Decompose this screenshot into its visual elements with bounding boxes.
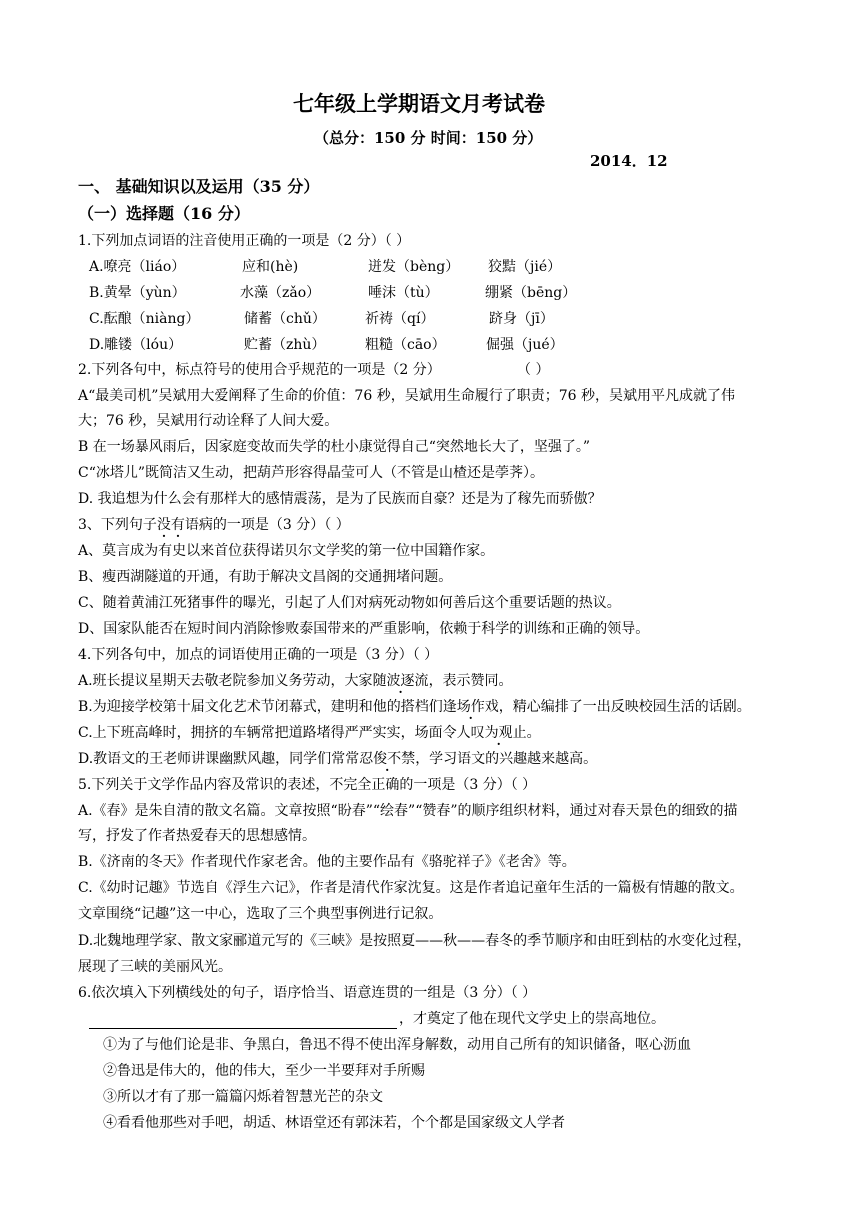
q4-opt-c-pre: C.上下班高峰时，拥挤的车辆常把道路堵得严严实实，场面令人 (78, 725, 471, 741)
q2-opt-d: D. 我追想为什么会有那样大的感情震荡，是为了民族而自豪？还是为了稼先而骄傲？ (78, 491, 602, 507)
q6-sentence-1: ①为了与他们论是非、争黑白，鲁迅不得不使出浑身解数，动用自己所有的知识储备，呕心沥血 (103, 1037, 691, 1053)
exam-date: 2014．12 (590, 152, 668, 170)
q4-opt-d-pre: D.教语文的王老师讲课幽默风趣，同学们常常 (78, 751, 360, 767)
q3-stem (78, 515, 350, 535)
q1-opt-d3: 粗糙（cāo） (365, 337, 446, 353)
q1-opt-c3: 祈祷（qí） (365, 311, 435, 327)
q3-stem-post: 语病的一项是（3 分）（ ） (184, 517, 350, 533)
q1-opt-a3: 迸发（bèng） (368, 259, 460, 275)
q4-opt-a-post: ，表示赞同。 (428, 673, 513, 689)
q1-opt-c1: C.酝酿（niàng） (89, 311, 200, 327)
q4-opt-b-post: ，精心编排了一出反映校园生活的话剧。 (498, 699, 751, 715)
q1-opt-b2: 水藻（zǎo） (240, 285, 321, 301)
q3-stem-pre: 3、下列句子 (78, 517, 157, 533)
q4-opt-b (78, 697, 751, 717)
q6-sentence-3: ③所以才有了那一篇篇闪烁着智慧光芒的杂文 (103, 1089, 383, 1105)
q1-opt-d4: 倔强（jué） (486, 337, 564, 353)
q4-opt-a (78, 671, 513, 691)
q2-opt-a-line2: 大；76 秒，吴斌用行动诠释了人间大爱。 (78, 413, 339, 429)
exam-subtitle: （总分：150 分 时间：150 分） (314, 129, 543, 147)
q4-opt-d-post: ，学习语文的兴趣越来越高。 (415, 751, 598, 767)
q6-stem: 6.依次填入下列横线处的句子，语序恰当、语意连贯的一组是（3 分）（ ） (78, 985, 537, 1001)
q4-opt-c-post: 。 (526, 725, 541, 741)
q2-opt-a-line1: A“最美司机”吴斌用大爱阐释了生命的价值：76 秒，吴斌用生命履行了职责；76 秒，吴斌用平凡成就了伟 (78, 388, 735, 404)
q6-sentence-4: ④看看他那些对手吧，胡适、林语堂还有郭沫若，个个都是国家级文人学者 (103, 1115, 565, 1131)
q6-answer-blank[interactable] (89, 1014, 397, 1029)
q5-opt-b: B.《济南的冬天》作者现代作家老舍。他的主要作品有《骆驼祥子》《老舍》等。 (78, 854, 576, 870)
q4-opt-d-term: 忍俊不禁 (359, 751, 416, 767)
q3-opt-d: D、国家队能否在短时间内消除惨败泰国带来的严重影响，依赖于科学的训练和正确的领导。 (78, 621, 650, 637)
q2-opt-c: C“冰塔儿”既简洁又生动，把葫芦形容得晶莹可人（不管是山楂还是荸荠）。 (78, 465, 545, 481)
q6-sentence-2: ②鲁迅是伟大的，他的伟大，至少一半要拜对手所赐 (103, 1063, 425, 1079)
q5-opt-c-line1: C.《幼时记趣》节选自《浮生六记》，作者是清代作家沈复。这是作者追记童年生活的一篇极有情趣的散文。 (78, 880, 744, 896)
q1-opt-d1: D.雕镂（lóu） (89, 337, 183, 353)
q4-stem: 4.下列各句中，加点的词语使用正确的一项是（3 分）（ ） (78, 647, 439, 663)
q4-opt-d (78, 749, 597, 769)
q1-opt-a1: A.嘹亮（liáo） (89, 259, 186, 275)
q6-fill-line (89, 1009, 665, 1029)
q1-opt-a4: 狡黠（jié） (488, 259, 562, 275)
q6-blank-tail: ，才奠定了他在现代文学史上的崇高地位。 (399, 1011, 665, 1027)
q5-opt-a-line1: A.《春》是朱自清的散文名篇。文章按照“盼春”“绘春”“赞春”的顺序组织材料，通过对春天景色的细致的描 (78, 803, 738, 819)
q4-opt-c (78, 723, 541, 743)
q1-opt-d2: 贮蓄（zhù） (244, 337, 326, 353)
q3-opt-a: A、莫言成为有史以来首位获得诺贝尔文学奖的第一位中国籍作家。 (78, 543, 495, 559)
q4-opt-a-term: 随波逐流 (372, 673, 429, 689)
q2-stem: 2.下列各句中，标点符号的使用合乎规范的一项是（2 分） (78, 362, 441, 378)
q5-opt-a-line2: 写，抒发了作者热爱春天的思想感情。 (78, 828, 316, 844)
q4-opt-b-pre: B.为迎接学校第十届文化艺术节闭幕式，建明和他的搭档们 (78, 699, 443, 715)
q5-stem: 5.下列关于文学作品内容及常识的表述，不完全正确的一项是（3 分）（ ） (78, 777, 537, 793)
q3-dotted-char-2: 有 (170, 517, 185, 533)
q3-opt-b: B、瘦西湖隧道的开通，有助于解决文昌阁的交通拥堵问题。 (78, 569, 453, 585)
q5-opt-c-line2: 文章围绕“记趣”这一中心，选取了三个典型事例进行记叙。 (78, 906, 443, 922)
q2-opt-b: B 在一场暴风雨后，因家庭变故而失学的杜小康觉得自己“突然地长大了，坚强了。” (78, 439, 591, 455)
q1-opt-a2: 应和(hè) (242, 259, 299, 275)
q1-stem: 1.下列加点词语的注音使用正确的一项是（2 分）（ ） (78, 233, 411, 249)
q1-opt-b4: 绷紧（bēng） (485, 285, 577, 301)
q4-opt-b-term: 逢场作戏 (442, 699, 499, 715)
q1-opt-c2: 储蓄（chǔ） (244, 311, 326, 327)
q5-opt-d-line1: D.北魏地理学家、散文家郦道元写的《三峡》是按照夏——秋——春冬的季节顺序和由旺到枯的水变化过程， (78, 933, 752, 949)
q1-opt-b3: 唾沫（tù） (368, 285, 439, 301)
q4-opt-c-term: 叹为观止 (470, 725, 527, 741)
q3-opt-c: C、随着黄浦江死猪事件的曝光，引起了人们对病死动物如何善后这个重要话题的热议。 (78, 595, 621, 611)
section-heading: 一、 基础知识以及运用（35 分） (78, 177, 320, 196)
q4-opt-a-pre: A.班长提议星期天去敬老院参加义务劳动，大家 (78, 673, 373, 689)
q3-dotted-char-1: 没 (156, 517, 171, 533)
q5-opt-d-line2: 展现了三峡的美丽风光。 (78, 959, 232, 975)
q2-answer-bracket: （ ） (517, 362, 550, 378)
q1-opt-b1: B.黄晕（yùn） (89, 285, 186, 301)
q1-opt-c4: 跻身（jī） (489, 311, 554, 327)
part-heading: （一）选择题（16 分） (78, 204, 250, 223)
exam-title: 七年级上学期语文月考试卷 (293, 91, 545, 116)
